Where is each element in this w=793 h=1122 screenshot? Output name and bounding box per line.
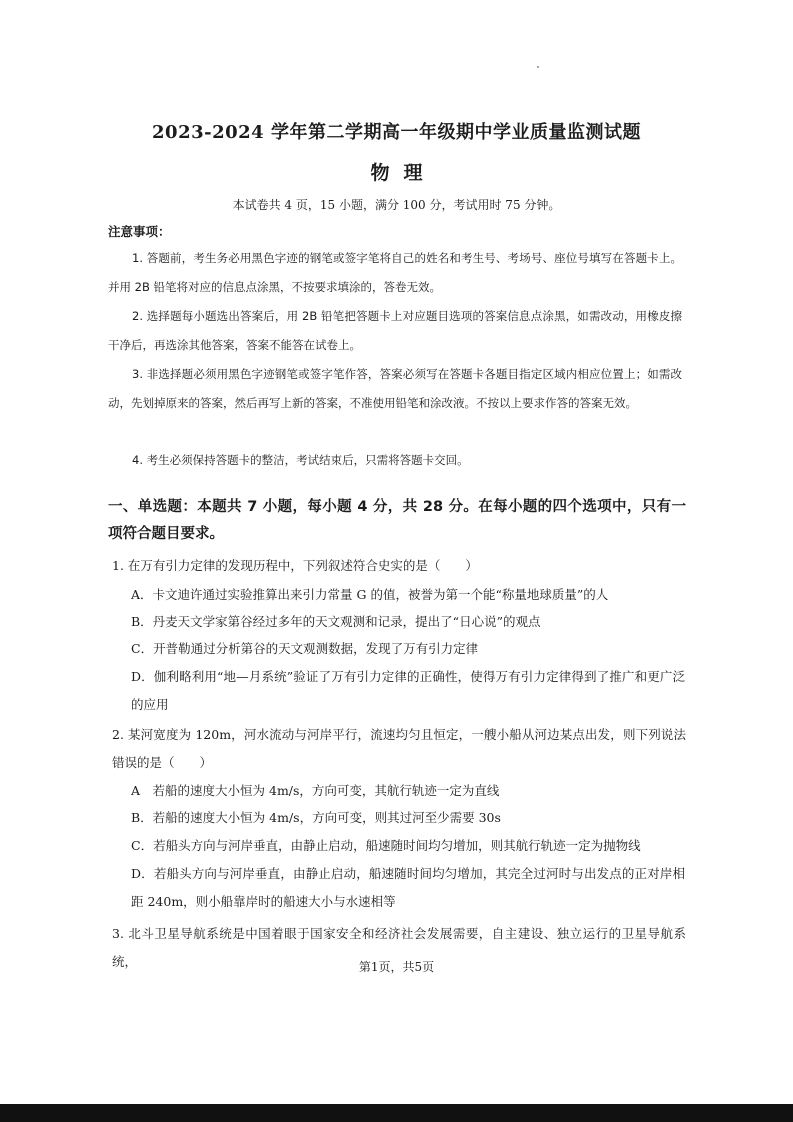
question-1-option-b: B．丹麦天文学家第谷经过多年的天文观测和记录，提出了“日心说”的观点 (131, 614, 541, 629)
question-1-option-c: C．开普勒通过分析第谷的天文观测数据，发现了万有引力定律 (131, 641, 479, 656)
note-item-1: 1. 答题前，考生务必用黑色字迹的钢笔或签字笔将自己的姓名和考生号、考场号、座位号填写在答题卡上。并用 2B 铅笔将对应的信息点涂黑，不按要求填涂的，答卷无效。 (108, 251, 682, 294)
question-2-stem: 2. 某河宽度为 120m，河水流动与河岸平行，流速均匀且恒定，一艘小船从河边某点出发，则下列说法错误的是（ ） (112, 727, 686, 770)
section-heading: 一、单选题：本题共 7 小题，每小题 4 分，共 28 分。在每小题的四个选项中，只有一项符合题目要求。 (108, 499, 686, 542)
question-3-stem: 3. 北斗卫星导航系统是中国着眼于国家安全和经济社会发展需要，自主建设、独立运行的卫星导航系统， (112, 926, 686, 969)
note-item-2: 2. 选择题每小题选出答案后，用 2B 铅笔把答题卡上对应题目选项的答案信息点涂黑，如需改动，用橡皮擦干净后，再选涂其他答案，答案不能答在试卷上。 (108, 309, 682, 352)
page-footer: 第1页，共5页 (358, 960, 435, 974)
scan-bottom-edge (0, 1104, 793, 1122)
notes-heading: 注意事项： (108, 224, 171, 239)
scan-speck (537, 66, 539, 68)
subject-title: 物理 (370, 162, 437, 184)
question-1-option-a: A．卡文迪许通过实验推算出来引力常量 G 的值，被誉为第一个能“称量地球质量”的人 (131, 587, 609, 602)
question-1-option-d: D．伽利略利用“地—月系统”验证了万有引力定律的正确性，使得万有引力定律得到了推广和更广泛的应用 (131, 669, 685, 712)
note-item-3: 3. 非选择题必须用黑色字迹钢笔或签字笔作答，答案必须写在答题卡各题目指定区域内相应位置上；如需改动，先划掉原来的答案，然后再写上新的答案，不准使用铅笔和涂改液。不按以上要求作答的答案无效。 (108, 367, 682, 410)
question-2-option-d: D．若船头方向与河岸垂直，由静止启动，船速随时间均匀增加，其完全过河时与出发点的正对岸相距 240m，则小船靠岸时的船速大小与水速相等 (131, 866, 685, 909)
exam-info: 本试卷共 4 页，15 小题，满分 100 分，考试用时 75 分钟。 (232, 198, 561, 212)
note-item-4: 4. 考生必须保持答题卡的整洁，考试结束后，只需将答题卡交回。 (132, 453, 469, 467)
exam-title: 2023-2024 学年第二学期高一年级期中学业质量监测试题 (152, 122, 641, 143)
question-2-option-b: B．若船的速度大小恒为 4m/s，方向可变，则其过河至少需要 30s (131, 810, 501, 825)
question-1-stem: 1. 在万有引力定律的发现历程中，下列叙述符合史实的是（ ） (112, 558, 478, 573)
question-2-option-c: C．若船头方向与河岸垂直，由静止启动，船速随时间均匀增加，则其航行轨迹一定为抛物线 (131, 838, 641, 853)
question-2-option-a: A 若船的速度大小恒为 4m/s，方向可变，其航行轨迹一定为直线 (131, 783, 500, 798)
